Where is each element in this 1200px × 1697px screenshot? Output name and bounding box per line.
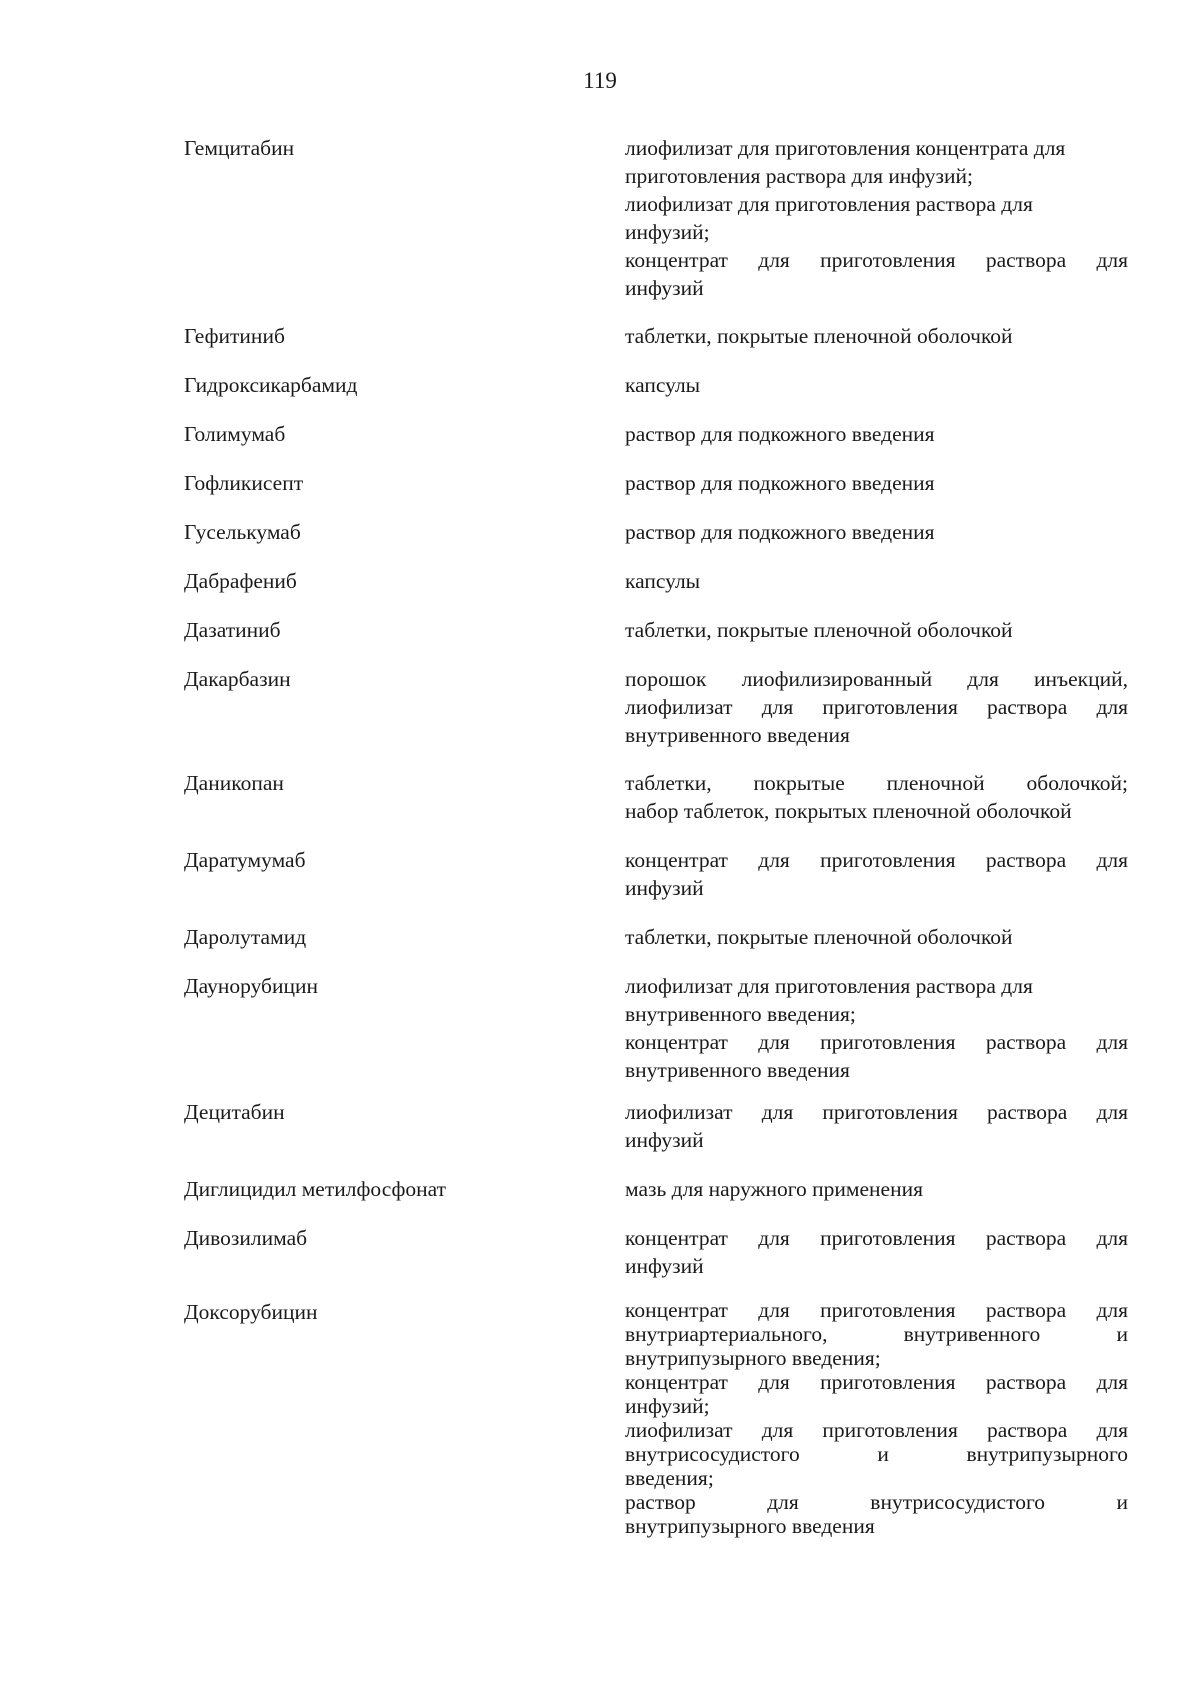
dosage-form-line: лиофилизат для приготовления раствора для — [625, 974, 1033, 998]
drug-name: Гофликисепт — [184, 471, 304, 495]
dosage-form-line: лиофилизат для приготовления раствора для — [625, 695, 1128, 719]
drug-name: Даратумумаб — [184, 848, 306, 872]
drug-name: Даникопан — [184, 771, 284, 795]
dosage-form — [625, 420, 1128, 448]
dosage-form — [625, 322, 1128, 350]
dosage-form — [625, 1175, 1128, 1203]
dosage-form — [625, 1224, 1128, 1280]
dosage-form — [625, 769, 1128, 825]
dosage-form-line: капсулы — [625, 569, 701, 593]
drug-name: Гефитиниб — [184, 324, 285, 348]
dosage-form — [625, 518, 1128, 546]
dosage-form-line: инфузий; — [625, 1394, 710, 1418]
dosage-form-line: приготовления раствора для инфузий; — [625, 164, 974, 188]
dosage-form-line: инфузий — [625, 1128, 704, 1152]
dosage-form-line: раствор для подкожного введения — [625, 422, 935, 446]
dosage-form-line: мазь для наружного применения — [625, 1177, 923, 1201]
drug-name: Децитабин — [184, 1100, 285, 1124]
drug-name: Гидроксикарбамид — [184, 373, 358, 397]
dosage-form-line: концентрат для приготовления раствора для — [625, 1030, 1128, 1054]
dosage-form — [625, 1098, 1128, 1154]
dosage-form-line: таблетки, покрытые пленочной оболочкой — [625, 324, 1013, 348]
dosage-form-line: концентрат для приготовления раствора для — [625, 1226, 1128, 1250]
dosage-form-line: инфузий — [625, 876, 704, 900]
drug-name: Дивозилимаб — [184, 1226, 308, 1250]
dosage-form — [625, 923, 1128, 951]
dosage-form — [625, 371, 1128, 399]
dosage-form-line: внутривенного введения — [625, 1058, 850, 1082]
drug-name: Дакарбазин — [184, 667, 291, 691]
dosage-form-line: концентрат для приготовления раствора для — [625, 848, 1128, 872]
dosage-form-line: таблетки, покрытые пленочной оболочкой — [625, 618, 1013, 642]
dosage-form-line: внутрипузырного введения; — [625, 1346, 881, 1370]
dosage-form — [625, 972, 1128, 1084]
dosage-form-line: введения; — [625, 1466, 714, 1490]
dosage-form-line: внутривенного введения — [625, 723, 850, 747]
page-number: 119 — [583, 68, 617, 93]
dosage-form-line: внутрипузырного введения — [625, 1514, 875, 1538]
dosage-form-line: таблетки, покрытые пленочной оболочкой — [625, 925, 1013, 949]
drug-name: Гемцитабин — [184, 136, 295, 160]
drug-name: Голимумаб — [184, 422, 286, 446]
drug-name: Диглицидил метилфосфонат — [184, 1177, 447, 1201]
dosage-form-line: порошок лиофилизированный для инъекций, — [625, 667, 1128, 691]
dosage-form-line: концентрат для приготовления раствора для — [625, 248, 1128, 272]
dosage-form-line: инфузий — [625, 276, 704, 300]
dosage-form-line: внутриартериального, внутривенного и — [625, 1322, 1128, 1346]
dosage-form-line: лиофилизат для приготовления раствора для — [625, 1418, 1128, 1442]
dosage-form-line: концентрат для приготовления раствора для — [625, 1298, 1128, 1322]
dosage-form-line: раствор для внутрисосудистого и — [625, 1490, 1128, 1514]
dosage-form — [625, 1298, 1128, 1538]
dosage-form — [625, 846, 1128, 902]
dosage-form — [625, 665, 1128, 749]
dosage-form-line: лиофилизат для приготовления концентрата для — [625, 136, 1066, 160]
dosage-form — [625, 616, 1128, 644]
drug-name: Дабрафениб — [184, 569, 297, 593]
drug-name: Даролутамид — [184, 925, 307, 949]
drug-name: Дазатиниб — [184, 618, 281, 642]
dosage-form — [625, 134, 1128, 302]
dosage-form-line: таблетки, покрытые пленочной оболочкой; — [625, 771, 1128, 795]
dosage-form-line: внутривенного введения; — [625, 1002, 856, 1026]
dosage-form-line: внутрисосудистого и внутрипузырного — [625, 1442, 1128, 1466]
dosage-form-line: капсулы — [625, 373, 701, 397]
dosage-form-line: лиофилизат для приготовления раствора для — [625, 192, 1033, 216]
dosage-form-line: раствор для подкожного введения — [625, 520, 935, 544]
dosage-form-line: лиофилизат для приготовления раствора для — [625, 1100, 1128, 1124]
dosage-form-line: концентрат для приготовления раствора для — [625, 1370, 1128, 1394]
drug-name: Гуселькумаб — [184, 520, 301, 544]
dosage-form-line: инфузий; — [625, 220, 710, 244]
drug-name: Даунорубицин — [184, 974, 319, 998]
dosage-form — [625, 469, 1128, 497]
dosage-form-line: инфузий — [625, 1254, 704, 1278]
dosage-form-line: раствор для подкожного введения — [625, 471, 935, 495]
dosage-form-line: набор таблеток, покрытых пленочной оболочкой — [625, 799, 1072, 823]
dosage-form — [625, 567, 1128, 595]
drug-name: Доксорубицин — [184, 1300, 318, 1324]
